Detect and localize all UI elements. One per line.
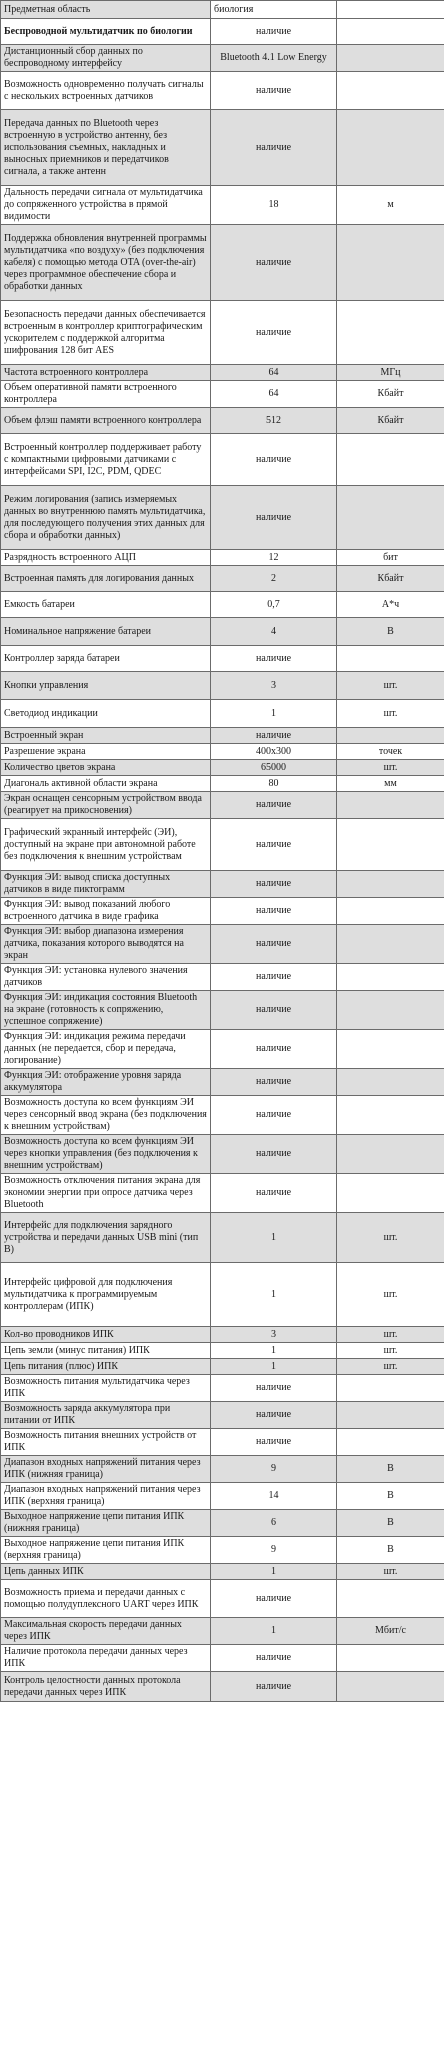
parameter-cell: Объем флэш памяти встроенного контроллера [1,408,211,434]
value-cell: наличие [211,646,337,672]
value-cell: 1 [211,1359,337,1375]
parameter-cell: Функция ЭИ: вывод показаний любого встроенного датчика в виде графика [1,898,211,925]
table-row [1,72,444,110]
parameter-cell: Возможность доступа ко всем функциям ЭИ через кнопки управления (без подключения к внешним устройствам) [1,1135,211,1174]
parameter-cell: Емкость батареи [1,592,211,618]
table-row [1,1213,444,1263]
parameter-cell: Возможность питания внешних устройств от ИПК [1,1429,211,1456]
unit-cell [337,45,444,72]
table-row [1,871,444,898]
table-row [1,1429,444,1456]
unit-cell: Мбит/с [337,1618,444,1645]
table-row [1,1456,444,1483]
unit-cell [337,225,444,301]
unit-cell [337,1030,444,1069]
table-row [1,1537,444,1564]
parameter-cell: Номинальное напряжение батареи [1,618,211,646]
value-cell: наличие [211,19,337,45]
parameter-cell: Возможность одновременно получать сигналы с нескольких встроенных датчиков [1,72,211,110]
value-cell: 9 [211,1456,337,1483]
parameter-cell: Функция ЭИ: установка нулевого значения датчиков [1,964,211,991]
value-cell: наличие [211,1580,337,1618]
table-row [1,646,444,672]
parameter-cell: Возможность питания мультидатчика через ИПК [1,1375,211,1402]
parameter-cell: Возможность заряда аккумулятора при питании от ИПК [1,1402,211,1429]
parameter-cell: Беспроводной мультидатчик по биологии [1,19,211,45]
subject-row [1,1,444,19]
table-row [1,1069,444,1096]
value-cell: наличие [211,486,337,550]
parameter-cell: Кол-во проводников ИПК [1,1327,211,1343]
parameter-cell: Интерфейс цифровой для подключения мультидатчика к программируемым контроллерам (ИПК) [1,1263,211,1327]
unit-cell [337,1069,444,1096]
value-cell: наличие [211,1402,337,1429]
table-row [1,898,444,925]
parameter-cell: Безопасность передачи данных обеспечивается встроенным в контроллер криптографическим ускорителем с поддержкой алгоритма шифрования 128 бит AES [1,301,211,365]
table-row [1,991,444,1030]
value-cell: 18 [211,186,337,225]
table-row [1,760,444,776]
value-cell: наличие [211,1096,337,1135]
parameter-cell: Цепь земли (минус питания) ИПК [1,1343,211,1359]
table-row [1,1510,444,1537]
unit-cell: шт. [337,1327,444,1343]
parameter-cell: Встроенная память для логирования данных [1,566,211,592]
unit-cell: шт. [337,1263,444,1327]
value-cell: 6 [211,1510,337,1537]
value-cell: 1 [211,700,337,728]
value-cell: 512 [211,408,337,434]
value-cell: наличие [211,964,337,991]
unit-cell [337,1135,444,1174]
unit-cell [337,486,444,550]
unit-cell: шт. [337,1213,444,1263]
unit-cell [337,728,444,744]
unit-cell [337,19,444,45]
value-cell: наличие [211,819,337,871]
value-cell: 1 [211,1343,337,1359]
value-cell: наличие [211,1645,337,1672]
parameter-cell: Графический экранный интерфейс (ЭИ), доступный на экране при автономной работе без подключения к внешним устройствам [1,819,211,871]
table-row [1,1564,444,1580]
parameter-cell: Выходное напряжение цепи питания ИПК (верхняя граница) [1,1537,211,1564]
unit-cell: МГц [337,365,444,381]
unit-cell: шт. [337,672,444,700]
value-cell: 12 [211,550,337,566]
unit-cell [337,1429,444,1456]
unit-cell [337,898,444,925]
value-cell: 9 [211,1537,337,1564]
table-row [1,19,444,45]
table-row [1,1359,444,1375]
parameter-cell: Возможность приема и передачи данных с помощью полудуплексного UART через ИПК [1,1580,211,1618]
parameter-cell: Передача данных по Bluetooth через встроенную в устройство антенну, без использования съемных, накладных и выносных приемников и передатчиков сигнала, а также антенн [1,110,211,186]
value-cell: 3 [211,1327,337,1343]
value-cell: наличие [211,925,337,964]
table-row [1,1343,444,1359]
unit-cell: шт. [337,1564,444,1580]
parameter-cell: Максимальная скорость передачи данных через ИПК [1,1618,211,1645]
value-cell: 4 [211,618,337,646]
value-cell: 1 [211,1213,337,1263]
table-row [1,1580,444,1618]
unit-cell: бит [337,550,444,566]
parameter-cell: Объем оперативной памяти встроенного контроллера [1,381,211,408]
unit-cell [337,72,444,110]
unit-cell: мм [337,776,444,792]
table-row [1,1402,444,1429]
value-cell: 400x300 [211,744,337,760]
subject-label: Предметная область [1,1,211,19]
unit-cell [337,871,444,898]
unit-cell: шт. [337,700,444,728]
value-cell: 64 [211,381,337,408]
value-cell: 80 [211,776,337,792]
parameter-cell: Диапазон входных напряжений питания через ИПК (нижняя граница) [1,1456,211,1483]
value-cell: 1 [211,1618,337,1645]
unit-cell: шт. [337,1359,444,1375]
table-row [1,776,444,792]
unit-cell: Кбайт [337,566,444,592]
table-row [1,1483,444,1510]
value-cell: наличие [211,1672,337,1702]
value-cell: наличие [211,110,337,186]
table-row [1,672,444,700]
unit-cell [337,646,444,672]
value-cell: Bluetooth 4.1 Low Energy [211,45,337,72]
unit-cell: шт. [337,760,444,776]
table-row [1,110,444,186]
parameter-cell: Разрядность встроенного АЦП [1,550,211,566]
parameter-cell: Функция ЭИ: вывод списка доступных датчиков в виде пиктограмм [1,871,211,898]
unit-cell: А*ч [337,592,444,618]
table-row [1,408,444,434]
unit-cell: Кбайт [337,408,444,434]
parameter-cell: Функция ЭИ: выбор диапазона измерения датчика, показания которого выводятся на экран [1,925,211,964]
table-row [1,550,444,566]
parameter-cell: Возможность отключения питания экрана для экономии энергии при опросе датчика через Bluetooth [1,1174,211,1213]
value-cell: 1 [211,1263,337,1327]
table-row [1,618,444,646]
unit-cell [337,1580,444,1618]
parameter-cell: Встроенный контроллер поддерживает работу с компактными цифровыми датчиками с интерфейсами SPI, I2C, PDM, QDEC [1,434,211,486]
table-row [1,792,444,819]
parameter-cell: Кнопки управления [1,672,211,700]
subject-value: биология [211,1,337,19]
parameter-cell: Цепь питания (плюс) ИПК [1,1359,211,1375]
table-row [1,728,444,744]
unit-cell [337,991,444,1030]
unit-cell: В [337,1537,444,1564]
table-row [1,225,444,301]
parameter-cell: Цепь данных ИПК [1,1564,211,1580]
value-cell: наличие [211,728,337,744]
value-cell: наличие [211,991,337,1030]
value-cell: 0,7 [211,592,337,618]
value-cell: 14 [211,1483,337,1510]
table-row [1,1618,444,1645]
table-row [1,1135,444,1174]
parameter-cell: Поддержка обновления внутренней программы мультидатчика «по воздуху» (без подключения кабеля) с помощью метода OTA (over-the-air) через программное обеспечение сбора и обработки данных [1,225,211,301]
unit-cell [337,819,444,871]
unit-cell [337,964,444,991]
parameter-cell: Функция ЭИ: индикация состояния Bluetooth на экране (готовность к сопряжению, успешное сопряжение) [1,991,211,1030]
parameter-cell: Светодиод индикации [1,700,211,728]
table-row [1,744,444,760]
table-row [1,1672,444,1702]
unit-cell [337,110,444,186]
table-row [1,1375,444,1402]
parameter-cell: Диапазон входных напряжений питания через ИПК (верхняя граница) [1,1483,211,1510]
parameter-cell: Частота встроенного контроллера [1,365,211,381]
table-row [1,365,444,381]
unit-cell: Кбайт [337,381,444,408]
table-row [1,964,444,991]
value-cell: наличие [211,1174,337,1213]
table-row [1,186,444,225]
parameter-cell: Наличие протокола передачи данных через ИПК [1,1645,211,1672]
value-cell: 3 [211,672,337,700]
unit-cell [337,1375,444,1402]
parameter-cell: Дистанционный сбор данных по беспроводному интерфейсу [1,45,211,72]
value-cell: наличие [211,1429,337,1456]
table-row [1,1096,444,1135]
value-cell: 1 [211,1564,337,1580]
value-cell: 64 [211,365,337,381]
unit-cell: В [337,618,444,646]
table-row [1,45,444,72]
table-row [1,1327,444,1343]
table-row [1,434,444,486]
table-row [1,381,444,408]
unit-cell [337,792,444,819]
unit-cell: В [337,1456,444,1483]
table-row [1,925,444,964]
table-row [1,301,444,365]
value-cell: наличие [211,1069,337,1096]
parameter-cell: Дальность передачи сигнала от мультидатчика до сопряженного устройства в прямой видимости [1,186,211,225]
value-cell: 65000 [211,760,337,776]
subject-unit [337,1,444,19]
table-row [1,700,444,728]
unit-cell [337,434,444,486]
unit-cell [337,1672,444,1702]
unit-cell [337,1645,444,1672]
table-row [1,1645,444,1672]
parameter-cell: Интерфейс для подключения зарядного устройства и передачи данных USB mini (тип B) [1,1213,211,1263]
parameter-cell: Функция ЭИ: индикация режима передачи данных (не передается, сбор и передача, логирование) [1,1030,211,1069]
value-cell: наличие [211,792,337,819]
unit-cell [337,1402,444,1429]
value-cell: наличие [211,1375,337,1402]
unit-cell [337,301,444,365]
value-cell: наличие [211,898,337,925]
unit-cell [337,1174,444,1213]
value-cell: наличие [211,301,337,365]
value-cell: наличие [211,871,337,898]
unit-cell: м [337,186,444,225]
parameter-cell: Встроенный экран [1,728,211,744]
parameter-cell: Контроллер заряда батареи [1,646,211,672]
parameter-cell: Количество цветов экрана [1,760,211,776]
parameter-cell: Контроль целостности данных протокола передачи данных через ИПК [1,1672,211,1702]
parameter-cell: Возможность доступа ко всем функциям ЭИ через сенсорный ввод экрана (без подключения к внешним устройствам) [1,1096,211,1135]
parameter-cell: Экран оснащен сенсорным устройством ввода (реагирует на прикосновения) [1,792,211,819]
table-row [1,486,444,550]
parameter-cell: Режим логирования (запись измеряемых данных во внутреннюю память мультидатчика, для последующего получения этих данных для сбора и обработки данных) [1,486,211,550]
table-row [1,1174,444,1213]
parameter-cell: Выходное напряжение цепи питания ИПК (нижняя граница) [1,1510,211,1537]
value-cell: наличие [211,1030,337,1069]
unit-cell: В [337,1483,444,1510]
table-row [1,1030,444,1069]
table-row [1,819,444,871]
value-cell: наличие [211,225,337,301]
table-row [1,566,444,592]
value-cell: наличие [211,434,337,486]
unit-cell [337,925,444,964]
table-row [1,1263,444,1327]
parameter-cell: Функция ЭИ: отображение уровня заряда аккумулятора [1,1069,211,1096]
table-row [1,592,444,618]
value-cell: наличие [211,1135,337,1174]
parameter-cell: Диагональ активной области экрана [1,776,211,792]
parameter-cell: Разрешение экрана [1,744,211,760]
unit-cell [337,1096,444,1135]
value-cell: 2 [211,566,337,592]
unit-cell: точек [337,744,444,760]
unit-cell: В [337,1510,444,1537]
unit-cell: шт. [337,1343,444,1359]
value-cell: наличие [211,72,337,110]
